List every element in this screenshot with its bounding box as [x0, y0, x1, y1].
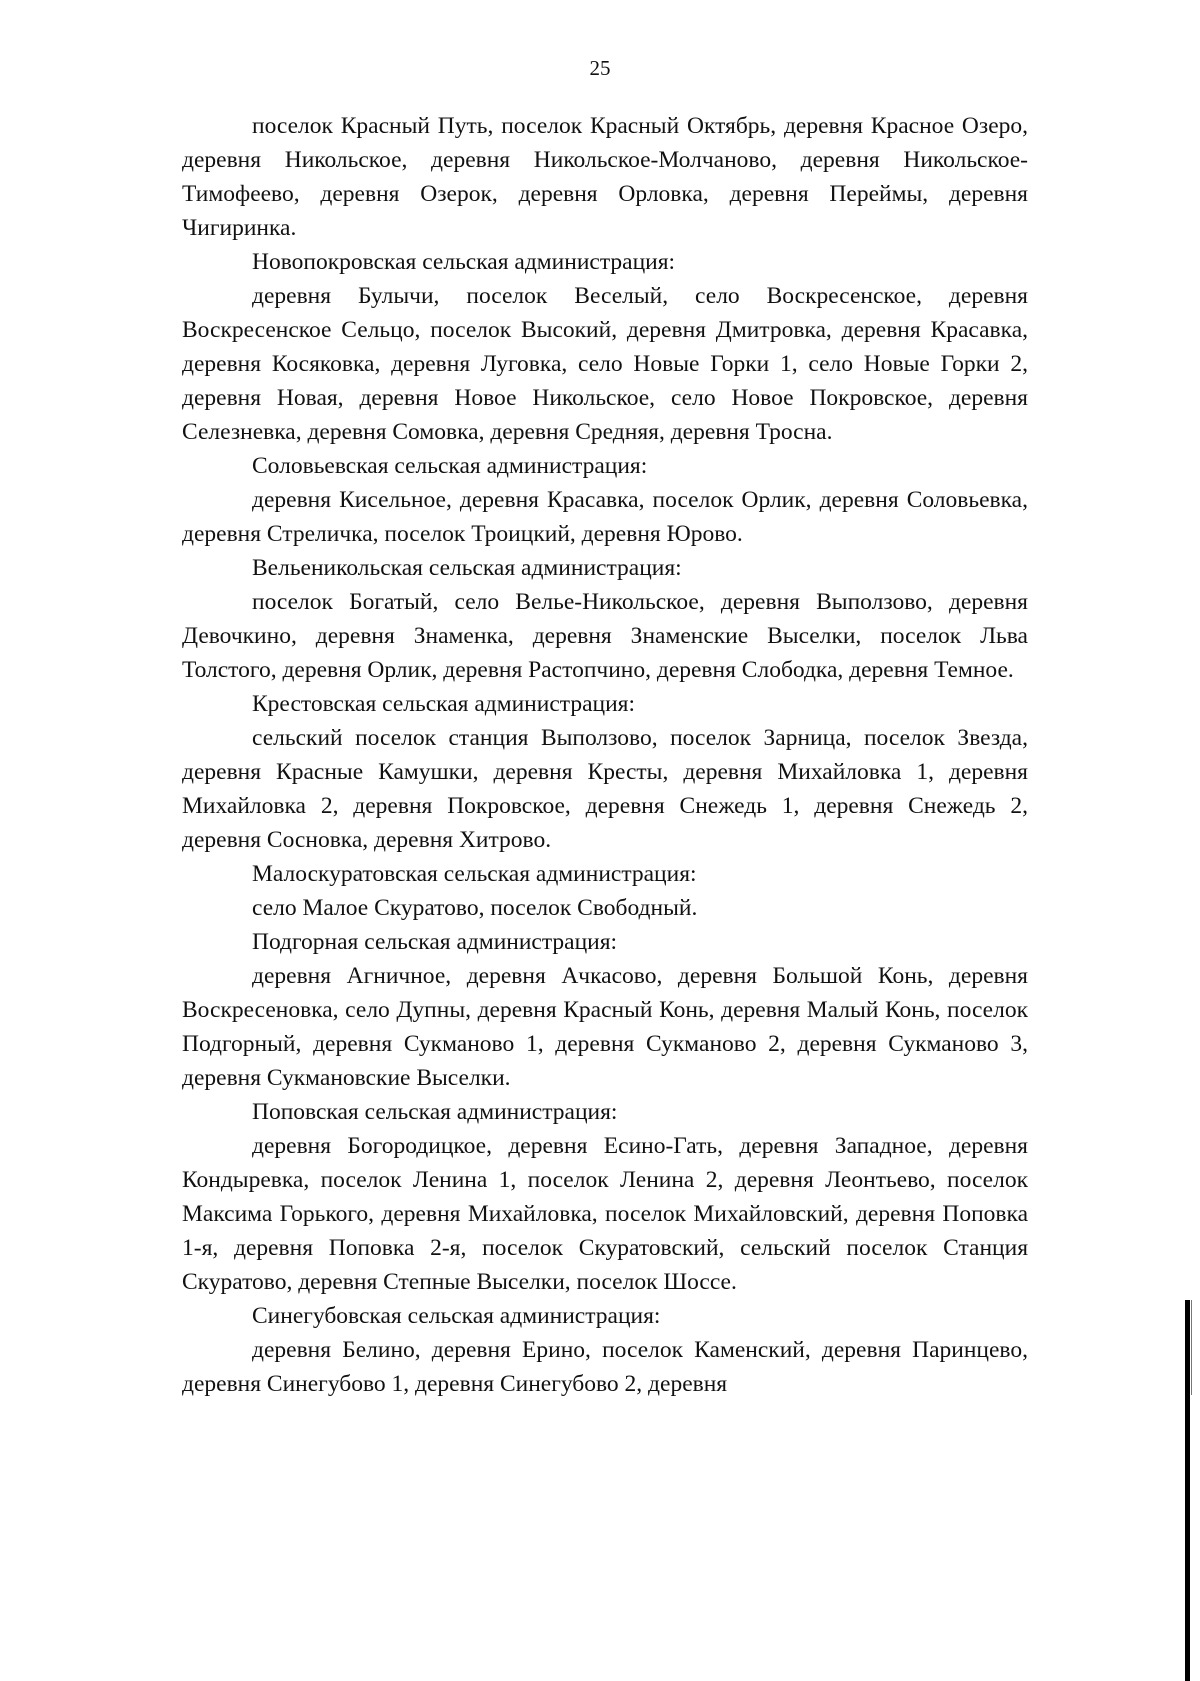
settlement-list-paragraph: деревня Булычи, поселок Веселый, село Воскресенское, деревня Воскресенское Сельцо, поселок Высокий, деревня Дмитровка, деревня Красавка, деревня Косяковка, деревня Луговка, село Новые Горки 1, село Новые Горки 2, деревня Новая, деревня Новое Никольское, село Новое Покровское, деревня Селезневка, деревня Сомовка, деревня Средняя, деревня Тросна.: [182, 283, 1028, 445]
settlement-list-paragraph: деревня Кисельное, деревня Красавка, поселок Орлик, деревня Соловьевка, деревня Стреличка, поселок Троицкий, деревня Юрово.: [182, 487, 1028, 547]
settlement-list-paragraph: сельский поселок станция Выползово, поселок Зарница, поселок Звезда, деревня Красные Камушки, деревня Кресты, деревня Михайловка 1, деревня Михайловка 2, деревня Покровское, деревня Снежедь 1, деревня Снежедь 2, деревня Сосновка, деревня Хитрово.: [182, 725, 1028, 853]
settlement-list-paragraph: село Малое Скуратово, поселок Свободный.: [252, 895, 698, 921]
page-number: 25: [589, 56, 611, 80]
settlement-list-paragraph: деревня Белино, деревня Ерино, поселок Каменский, деревня Паринцево, деревня Синегубово 1, деревня Синегубово 2, деревня: [182, 1337, 1028, 1397]
scan-edge-line-thin: [1191, 1300, 1192, 1395]
scan-edge-line: [1185, 1300, 1190, 1681]
administration-heading: Синегубовская сельская администрация:: [252, 1303, 661, 1329]
administration-heading: Соловьевская сельская администрация:: [252, 453, 648, 479]
document-body: [182, 109, 1028, 1401]
administration-heading: Новопокровская сельская администрация:: [252, 249, 676, 275]
administration-heading: Крестовская сельская администрация:: [252, 691, 635, 717]
settlement-list-paragraph: деревня Агничное, деревня Ачкасово, деревня Большой Конь, деревня Воскресеновка, село Дупны, деревня Красный Конь, деревня Малый Конь, поселок Подгорный, деревня Сукманово 1, деревня Сукманово 2, деревня Сукманово 3, деревня Сукмановские Выселки.: [182, 963, 1028, 1091]
settlement-list-paragraph: поселок Красный Путь, поселок Красный Октябрь, деревня Красное Озеро, деревня Никольское, деревня Никольское-Молчаново, деревня Никольское-Тимофеево, деревня Озерок, деревня Орловка, деревня Переймы, деревня Чигиринка.: [182, 113, 1028, 241]
administration-heading: Вельеникольская сельская администрация:: [252, 555, 682, 581]
administration-heading: Малоскуратовская сельская администрация:: [252, 861, 697, 887]
administration-heading: Подгорная сельская администрация:: [252, 929, 618, 955]
administration-heading: Поповская сельская администрация:: [252, 1099, 618, 1125]
settlement-list-paragraph: деревня Богородицкое, деревня Есино-Гать, деревня Западное, деревня Кондыревка, поселок Ленина 1, поселок Ленина 2, деревня Леонтьево, поселок Максима Горького, деревня Михайловка, поселок Михайловский, деревня Поповка 1-я, деревня Поповка 2-я, поселок Скуратовский, сельский поселок Станция Скуратово, деревня Степные Выселки, поселок Шоссе.: [182, 1133, 1028, 1295]
settlement-list-paragraph: поселок Богатый, село Велье-Никольское, деревня Выползово, деревня Девочкино, деревня Знаменка, деревня Знаменские Выселки, поселок Льва Толстого, деревня Орлик, деревня Растопчино, деревня Слободка, деревня Темное.: [182, 589, 1028, 683]
